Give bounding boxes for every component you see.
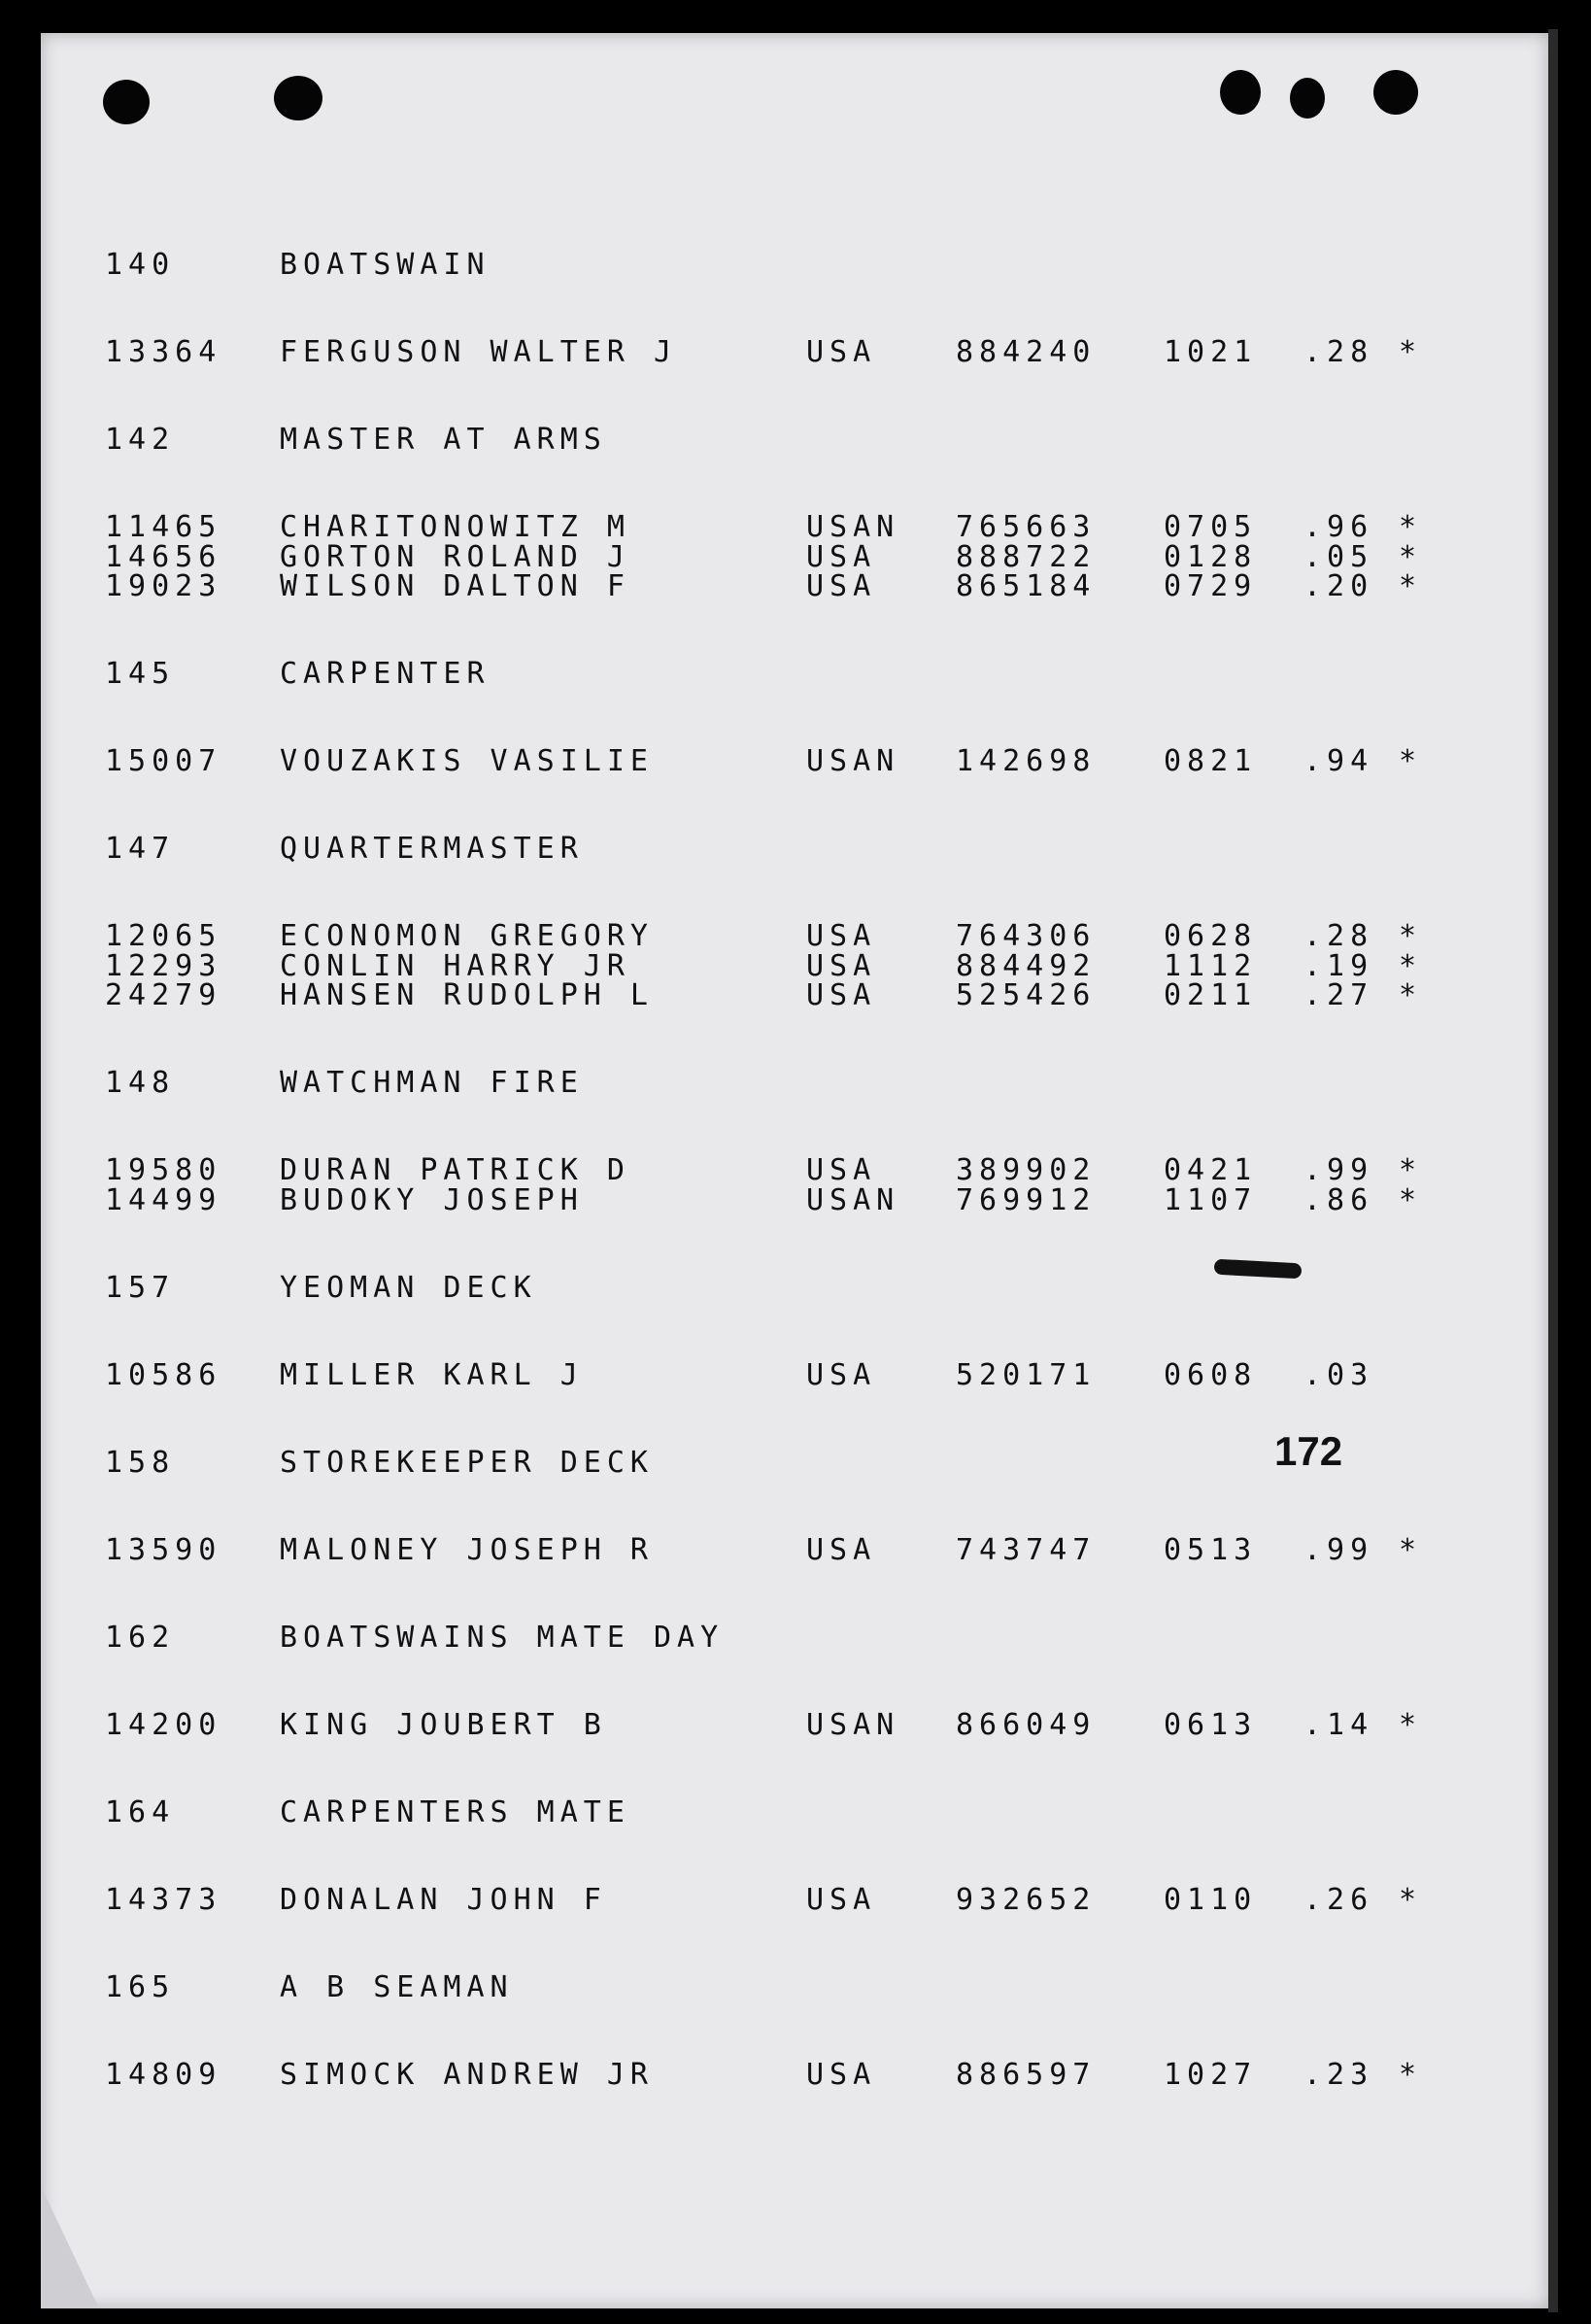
entry-date: 0211	[1164, 978, 1258, 1012]
entry-id: 14656	[105, 540, 222, 574]
entry-number: 765663	[956, 510, 1097, 544]
entry-value: .28	[1303, 919, 1374, 953]
section-title: WATCHMAN FIRE	[280, 1066, 584, 1100]
entry-name: CONLIN HARRY JR	[280, 949, 630, 983]
entry-mark: *	[1399, 978, 1423, 1012]
entry-id: 14499	[105, 1183, 222, 1217]
entry-mark: *	[1399, 1153, 1423, 1187]
page-edge	[1548, 29, 1558, 2312]
section-code: 162	[105, 1621, 176, 1655]
entry-nationality: USA	[806, 569, 877, 603]
entry-mark: *	[1399, 569, 1423, 603]
entry-number: 520171	[956, 1358, 1097, 1392]
entry-date: 0110	[1164, 1883, 1258, 1917]
entry-number: 769912	[956, 1183, 1097, 1217]
entry-value: .99	[1303, 1153, 1374, 1187]
entry-name: CHARITONOWITZ M	[280, 510, 630, 544]
entry-number: 865184	[956, 569, 1097, 603]
section-title: STOREKEEPER DECK	[280, 1446, 654, 1480]
punch-hole-right-2	[1290, 78, 1325, 119]
entry-nationality: USAN	[806, 1708, 900, 1742]
entry-name: MALONEY JOSEPH R	[280, 1533, 654, 1567]
entry-date: 1021	[1164, 335, 1258, 369]
entry-name: SIMOCK ANDREW JR	[280, 2058, 654, 2092]
entry-id: 13364	[105, 335, 222, 369]
entry-value: .27	[1303, 978, 1374, 1012]
entry-name: VOUZAKIS VASILIE	[280, 744, 654, 778]
punch-hole-right-1	[1220, 70, 1261, 115]
entry-number: 389902	[956, 1153, 1097, 1187]
entry-nationality: USA	[806, 335, 877, 369]
entry-mark: *	[1399, 1708, 1423, 1742]
entry-nationality: USA	[806, 949, 877, 983]
section-code: 142	[105, 423, 176, 457]
entry-name: GORTON ROLAND J	[280, 540, 630, 574]
section-title: BOATSWAIN	[280, 248, 491, 282]
entry-date: 1027	[1164, 2058, 1258, 2092]
entry-mark: *	[1399, 1883, 1423, 1917]
entry-nationality: USA	[806, 540, 877, 574]
entry-id: 14200	[105, 1708, 222, 1742]
section-code: 145	[105, 657, 176, 691]
punch-hole-left-2	[274, 76, 322, 120]
entry-value: .05	[1303, 540, 1374, 574]
entry-nationality: USA	[806, 1153, 877, 1187]
entry-nationality: USAN	[806, 1183, 900, 1217]
entry-id: 13590	[105, 1533, 222, 1567]
entry-nationality: USA	[806, 1883, 877, 1917]
entry-date: 0705	[1164, 510, 1258, 544]
entry-id: 12293	[105, 949, 222, 983]
entry-value: .28	[1303, 335, 1374, 369]
entry-name: ECONOMON GREGORY	[280, 919, 654, 953]
entry-name: DURAN PATRICK D	[280, 1153, 630, 1187]
entry-date: 0628	[1164, 919, 1258, 953]
entry-id: 15007	[105, 744, 222, 778]
entry-value: .23	[1303, 2058, 1374, 2092]
entry-number: 884240	[956, 335, 1097, 369]
entry-id: 24279	[105, 978, 222, 1012]
entry-mark: *	[1399, 949, 1423, 983]
entry-number: 888722	[956, 540, 1097, 574]
entry-number: 743747	[956, 1533, 1097, 1567]
entry-date: 0513	[1164, 1533, 1258, 1567]
entry-mark: *	[1399, 919, 1423, 953]
section-title: QUARTERMASTER	[280, 832, 584, 866]
entry-name: BUDOKY JOSEPH	[280, 1183, 584, 1217]
entry-date: 0613	[1164, 1708, 1258, 1742]
entry-mark: *	[1399, 1533, 1423, 1567]
entry-mark: *	[1399, 335, 1423, 369]
section-code: 157	[105, 1271, 176, 1305]
entry-id: 11465	[105, 510, 222, 544]
entry-nationality: USA	[806, 919, 877, 953]
entry-id: 19023	[105, 569, 222, 603]
entry-value: .19	[1303, 949, 1374, 983]
entry-number: 884492	[956, 949, 1097, 983]
entry-nationality: USAN	[806, 744, 900, 778]
entry-name: FERGUSON WALTER J	[280, 335, 678, 369]
entry-value: .20	[1303, 569, 1374, 603]
section-code: 140	[105, 248, 176, 282]
entry-id: 14373	[105, 1883, 222, 1917]
section-code: 164	[105, 1795, 176, 1829]
section-code: 165	[105, 1970, 176, 2004]
section-title: CARPENTERS MATE	[280, 1795, 630, 1829]
entry-name: DONALAN JOHN F	[280, 1883, 607, 1917]
section-title: A B SEAMAN	[280, 1970, 514, 2004]
entry-id: 19580	[105, 1153, 222, 1187]
entry-date: 1107	[1164, 1183, 1258, 1217]
section-code: 148	[105, 1066, 176, 1100]
entry-name: WILSON DALTON F	[280, 569, 630, 603]
entry-date: 0421	[1164, 1153, 1258, 1187]
section-title: YEOMAN DECK	[280, 1271, 537, 1305]
entry-number: 932652	[956, 1883, 1097, 1917]
entry-value: .03	[1303, 1358, 1374, 1392]
entry-value: .94	[1303, 744, 1374, 778]
entry-date: 0729	[1164, 569, 1258, 603]
page-number: 172	[1274, 1428, 1343, 1474]
entry-mark: *	[1399, 510, 1423, 544]
entry-value: .26	[1303, 1883, 1374, 1917]
entry-mark: *	[1399, 744, 1423, 778]
entry-number: 886597	[956, 2058, 1097, 2092]
entry-number: 142698	[956, 744, 1097, 778]
entry-mark: *	[1399, 2058, 1423, 2092]
punch-hole-left-1	[103, 80, 150, 124]
entry-name: KING JOUBERT B	[280, 1708, 607, 1742]
entry-nationality: USAN	[806, 510, 900, 544]
section-title: BOATSWAINS MATE DAY	[280, 1621, 725, 1655]
entry-nationality: USA	[806, 978, 877, 1012]
section-code: 158	[105, 1446, 176, 1480]
entry-value: .99	[1303, 1533, 1374, 1567]
entry-date: 0608	[1164, 1358, 1258, 1392]
entry-date: 0128	[1164, 540, 1258, 574]
entry-mark: *	[1399, 540, 1423, 574]
entry-number: 866049	[956, 1708, 1097, 1742]
entry-name: MILLER KARL J	[280, 1358, 584, 1392]
entry-id: 14809	[105, 2058, 222, 2092]
corner-fold	[41, 2186, 99, 2308]
entry-value: .14	[1303, 1708, 1374, 1742]
entry-id: 12065	[105, 919, 222, 953]
section-title: MASTER AT ARMS	[280, 423, 607, 457]
entry-nationality: USA	[806, 1533, 877, 1567]
entry-mark: *	[1399, 1183, 1423, 1217]
punch-hole-right-3	[1373, 70, 1418, 115]
section-code: 147	[105, 832, 176, 866]
entry-nationality: USA	[806, 1358, 877, 1392]
entry-number: 764306	[956, 919, 1097, 953]
entry-number: 525426	[956, 978, 1097, 1012]
entry-nationality: USA	[806, 2058, 877, 2092]
entry-id: 10586	[105, 1358, 222, 1392]
entry-value: .96	[1303, 510, 1374, 544]
section-title: CARPENTER	[280, 657, 491, 691]
entry-value: .86	[1303, 1183, 1374, 1217]
entry-name: HANSEN RUDOLPH L	[280, 978, 654, 1012]
entry-date: 0821	[1164, 744, 1258, 778]
entry-date: 1112	[1164, 949, 1258, 983]
